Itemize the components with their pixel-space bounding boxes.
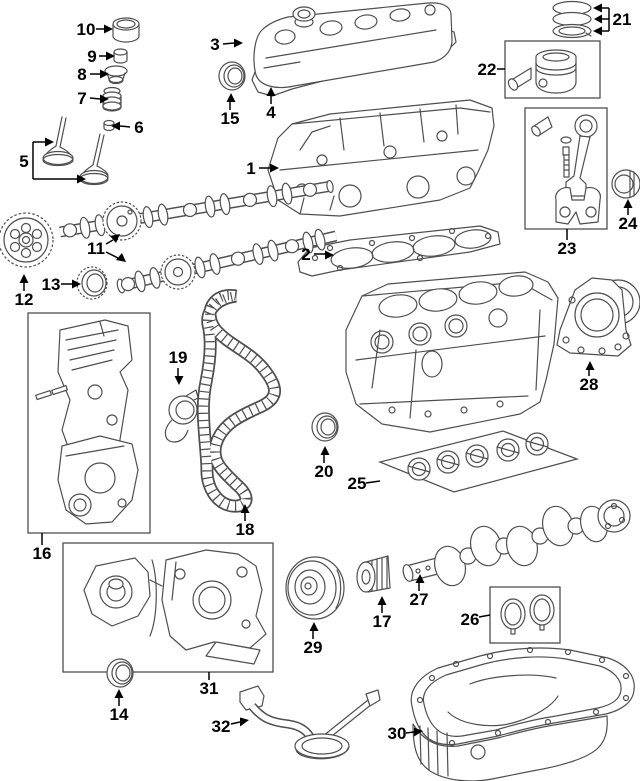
callout-9-label: 9 <box>87 47 97 66</box>
callout-29-label: 29 <box>303 638 323 657</box>
arrowhead-icon <box>227 93 236 102</box>
part-cylinder-block-drawing <box>346 272 558 432</box>
callout-27-label: 27 <box>409 590 429 609</box>
part-cam-seal-drawing <box>77 267 107 299</box>
callout-22[interactable] <box>478 60 505 79</box>
arrowhead-icon <box>310 622 319 631</box>
arrowhead-icon <box>175 376 184 385</box>
part-cylinder-head-drawing <box>268 100 494 216</box>
callout-21-label: 21 <box>612 10 632 29</box>
part-front-crank-seal-drawing <box>107 659 133 687</box>
arrowhead-icon <box>594 15 602 24</box>
callout-8[interactable] <box>77 65 109 84</box>
callout-8-label: 8 <box>77 65 87 84</box>
callout-18-label: 18 <box>235 520 255 539</box>
callout-3-label: 3 <box>210 35 220 54</box>
part-timing-covers-drawing <box>28 313 150 533</box>
callout-22-label: 22 <box>477 60 497 79</box>
callout-31[interactable] <box>200 672 219 698</box>
part-thrust-washers-drawing <box>490 587 560 643</box>
part-valves-drawing <box>43 117 108 185</box>
part-oil-pickup-drawing <box>240 686 380 759</box>
arrowhead-icon <box>20 274 29 283</box>
arrowhead-icon <box>593 4 602 13</box>
callout-25-label: 25 <box>347 474 367 493</box>
part-oil-pan-drawing <box>411 648 634 781</box>
callout-31-label: 31 <box>199 679 219 698</box>
callout-24[interactable] <box>619 199 638 233</box>
callout-20-label: 20 <box>314 462 334 481</box>
part-valve-spring-seat-drawing <box>105 66 127 84</box>
arrowhead-icon <box>267 87 276 96</box>
callout-16[interactable] <box>33 533 52 563</box>
callout-12-label: 12 <box>14 290 34 309</box>
callout-23[interactable] <box>558 229 577 258</box>
callout-24-label: 24 <box>618 214 638 233</box>
callout-6[interactable] <box>111 118 144 137</box>
arrowhead-icon <box>593 27 602 36</box>
callout-19-label: 19 <box>168 348 188 367</box>
callout-25[interactable] <box>348 474 380 493</box>
callout-12[interactable] <box>15 274 34 309</box>
callout-26-label: 26 <box>460 610 480 629</box>
part-main-bearings-drawing <box>380 431 577 492</box>
callout-10-label: 10 <box>76 20 96 39</box>
callout-3[interactable] <box>210 35 243 54</box>
part-rear-seal-retainer-drawing <box>557 278 640 356</box>
part-belt-tensioner-drawing <box>165 390 198 442</box>
callout-19[interactable] <box>169 348 188 385</box>
callout-28[interactable] <box>580 361 599 394</box>
callout-13-label: 13 <box>41 275 61 294</box>
callout-9[interactable] <box>87 47 115 66</box>
callout-13[interactable] <box>42 275 81 294</box>
callout-16-label: 16 <box>32 544 52 563</box>
callout-14[interactable] <box>110 689 129 724</box>
part-oil-seal-drawing <box>312 413 338 441</box>
part-cam-pulley-drawing <box>0 213 53 267</box>
arrowhead-icon <box>321 446 330 455</box>
arrowhead-icon <box>378 596 387 605</box>
part-cam-plug-seal-drawing <box>219 62 245 90</box>
part-crankshaft-drawing <box>401 500 630 589</box>
part-crank-pulley-drawing <box>286 557 344 619</box>
callout-17-label: 17 <box>372 612 392 631</box>
callout-23-label: 23 <box>557 239 577 258</box>
part-piston-drawing <box>505 41 600 98</box>
part-connecting-rod-drawing <box>525 108 607 229</box>
callout-20[interactable] <box>315 446 334 481</box>
arrowhead-icon <box>104 25 113 34</box>
part-valve-lifter-drawing <box>113 18 139 42</box>
arrowhead-icon <box>45 138 54 147</box>
callout-30-label: 30 <box>387 724 407 743</box>
callout-2-label: 2 <box>301 245 311 264</box>
callout-4[interactable] <box>266 87 276 122</box>
arrowhead-icon <box>624 199 633 208</box>
part-piston-rings-drawing <box>553 2 591 38</box>
callout-1-label: 1 <box>246 159 256 178</box>
callout-15[interactable] <box>221 93 240 128</box>
part-valve-stem-cap-drawing <box>114 49 127 63</box>
callout-28-label: 28 <box>579 375 599 394</box>
callout-5-label: 5 <box>19 152 29 171</box>
callout-7-label: 7 <box>77 89 87 108</box>
callout-14-label: 14 <box>109 705 129 724</box>
callout-21[interactable] <box>593 4 631 36</box>
callout-15-label: 15 <box>220 109 240 128</box>
part-rod-bearing-drawing <box>612 170 640 198</box>
arrowhead-icon <box>115 689 124 698</box>
part-crank-gear-drawing <box>357 556 390 592</box>
arrowhead-icon <box>240 718 249 727</box>
callout-32[interactable] <box>212 717 249 736</box>
part-timing-belt-drawing <box>203 295 274 506</box>
part-valve-cover-drawing <box>254 3 452 88</box>
part-oil-pump-drawing <box>63 543 273 672</box>
arrowhead-icon <box>234 39 243 48</box>
callout-26[interactable] <box>461 610 490 629</box>
arrowhead-icon <box>586 361 595 370</box>
callout-6-label: 6 <box>134 118 144 137</box>
callout-32-label: 32 <box>211 717 231 736</box>
callout-4-label: 4 <box>266 103 276 122</box>
callout-11-label: 11 <box>87 239 105 258</box>
callout-17[interactable] <box>373 596 392 631</box>
callout-10[interactable] <box>77 20 113 39</box>
callout-29[interactable] <box>304 622 323 657</box>
